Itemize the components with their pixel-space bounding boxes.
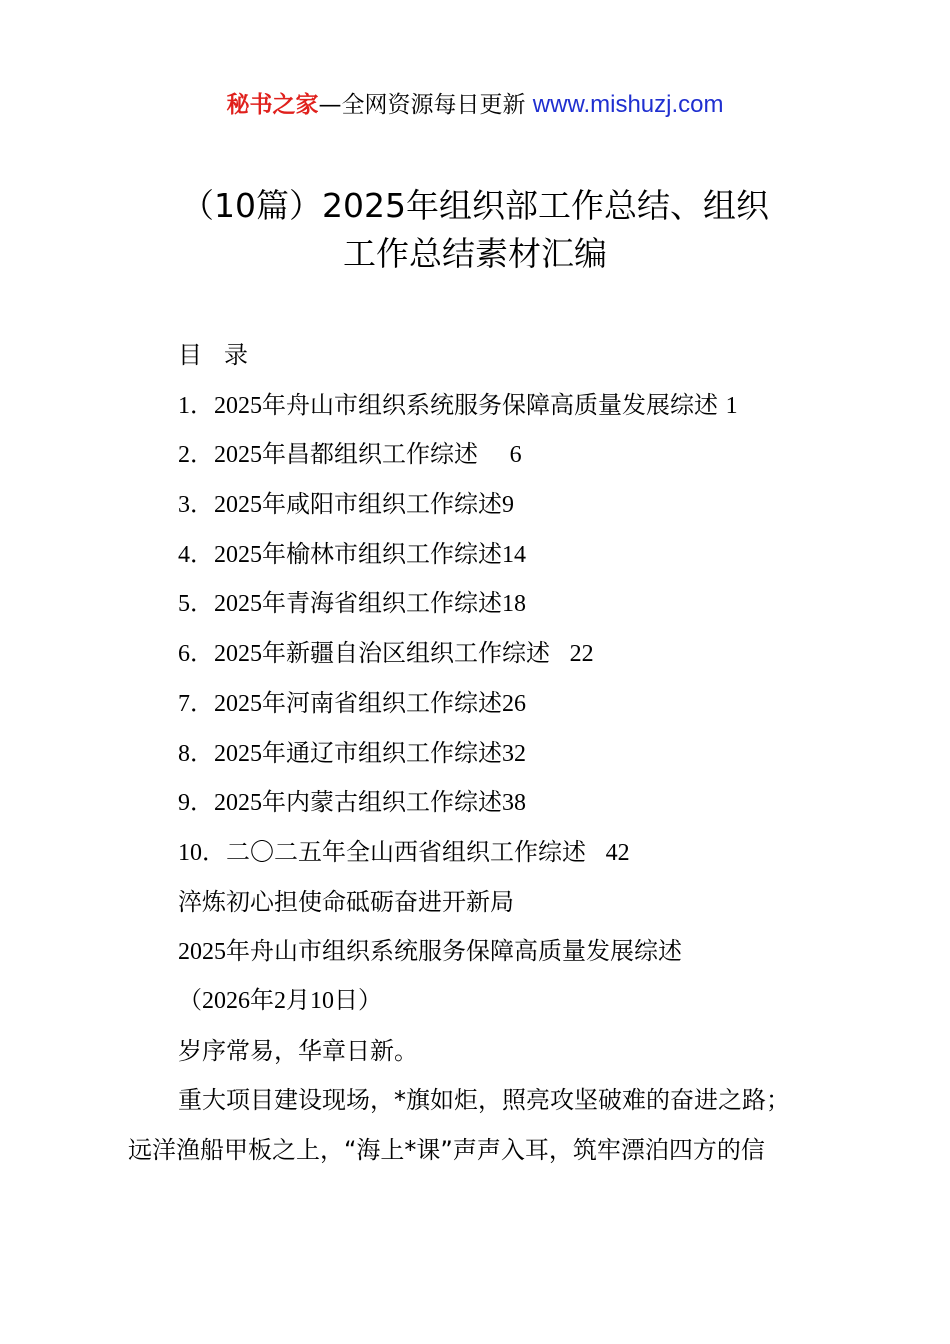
toc-item-page: 18 bbox=[502, 591, 526, 618]
toc-item-title: 年新疆自治区组织工作综述 bbox=[262, 639, 550, 668]
header-tagline: —全网资源每日更新 bbox=[318, 92, 526, 118]
toc-item-title: 年通辽市组织工作综述 bbox=[262, 738, 502, 767]
toc-item-page: 32 bbox=[502, 740, 526, 767]
title-line-1: （10篇）2025年组织部工作总结、组织 bbox=[181, 186, 769, 225]
toc-item-page: 1 bbox=[725, 392, 738, 419]
toc-item-8[interactable] bbox=[128, 729, 838, 779]
toc-item-number: 10． bbox=[178, 839, 226, 866]
article-headline: 淬炼初心担使命砥砺奋进开新局 bbox=[178, 887, 514, 916]
toc-item-number: 7．2025 bbox=[178, 690, 262, 717]
toc-item-page: 14 bbox=[502, 541, 526, 568]
toc-item-7[interactable] bbox=[128, 679, 838, 729]
toc-item-page: 26 bbox=[502, 690, 526, 717]
toc-item-10[interactable] bbox=[128, 828, 838, 878]
toc-item-4[interactable] bbox=[128, 530, 838, 580]
toc-item-title: 年河南省组织工作综述 bbox=[262, 688, 502, 717]
toc-item-title: 年舟山市组织系统服务保障高质量发展综述 bbox=[262, 390, 718, 419]
toc-item-page: 9 bbox=[502, 492, 514, 519]
toc-item-title: 年青海省组织工作综述 bbox=[262, 589, 502, 618]
document-title bbox=[0, 182, 950, 278]
toc-item-9[interactable] bbox=[128, 778, 838, 828]
title-line-2: 工作总结素材汇编 bbox=[343, 234, 607, 273]
brand-name: 秘书之家 bbox=[226, 92, 319, 118]
article-subtitle bbox=[128, 927, 838, 977]
toc-item-title: 年内蒙古组织工作综述 bbox=[262, 788, 502, 817]
toc-heading-left: 目 bbox=[178, 341, 202, 369]
toc-item-6[interactable] bbox=[128, 629, 838, 679]
site-header bbox=[0, 88, 950, 122]
document-body bbox=[128, 331, 838, 1176]
toc-heading bbox=[128, 331, 838, 381]
toc-item-2[interactable] bbox=[128, 430, 838, 480]
site-url-link[interactable]: www.mishuzj.com bbox=[532, 91, 724, 118]
toc-item-page: 42 bbox=[605, 839, 630, 866]
toc-item-number: 6．2025 bbox=[178, 641, 262, 668]
toc-item-page: 6 bbox=[509, 442, 522, 469]
toc-item-title: 二〇二五年全山西省组织工作综述 bbox=[226, 837, 586, 866]
toc-item-number: 9．2025 bbox=[178, 790, 262, 817]
toc-heading-right: 录 bbox=[224, 341, 248, 369]
toc-item-number: 8．2025 bbox=[178, 740, 262, 767]
article-paragraph-2-line-2: 远洋渔船甲板之上，“海上*课”声声入耳，筑牢漂泊四方的信 bbox=[128, 1136, 765, 1164]
article-date: （2026年2月10日） bbox=[178, 987, 382, 1014]
toc-item-number: 4．2025 bbox=[178, 541, 262, 568]
article-subtitle-year: 2025 bbox=[178, 939, 226, 966]
toc-item-title: 年咸阳市组织工作综述 bbox=[262, 490, 502, 519]
toc-item-page: 38 bbox=[502, 790, 526, 817]
toc-item-5[interactable] bbox=[128, 579, 838, 629]
article-paragraph-1: 岁序常易，华章日新。 bbox=[178, 1036, 418, 1065]
toc-item-number: 1．2025 bbox=[178, 392, 262, 419]
toc-item-title: 年昌都组织工作综述 bbox=[262, 440, 478, 469]
toc-item-title: 年榆林市组织工作综述 bbox=[262, 539, 502, 568]
article-paragraph-2-line-1: 重大项目建设现场，*旗如炬，照亮攻坚破难的奋进之路； bbox=[178, 1086, 790, 1115]
toc-item-1[interactable] bbox=[128, 381, 838, 431]
article-subtitle-text: 年舟山市组织系统服务保障高质量发展综述 bbox=[226, 937, 682, 966]
toc-item-number: 2．2025 bbox=[178, 442, 262, 469]
toc-item-number: 5．2025 bbox=[178, 591, 262, 618]
toc-item-page: 22 bbox=[569, 641, 594, 668]
toc-item-3[interactable] bbox=[128, 480, 838, 530]
toc-item-number: 3．2025 bbox=[178, 492, 262, 519]
